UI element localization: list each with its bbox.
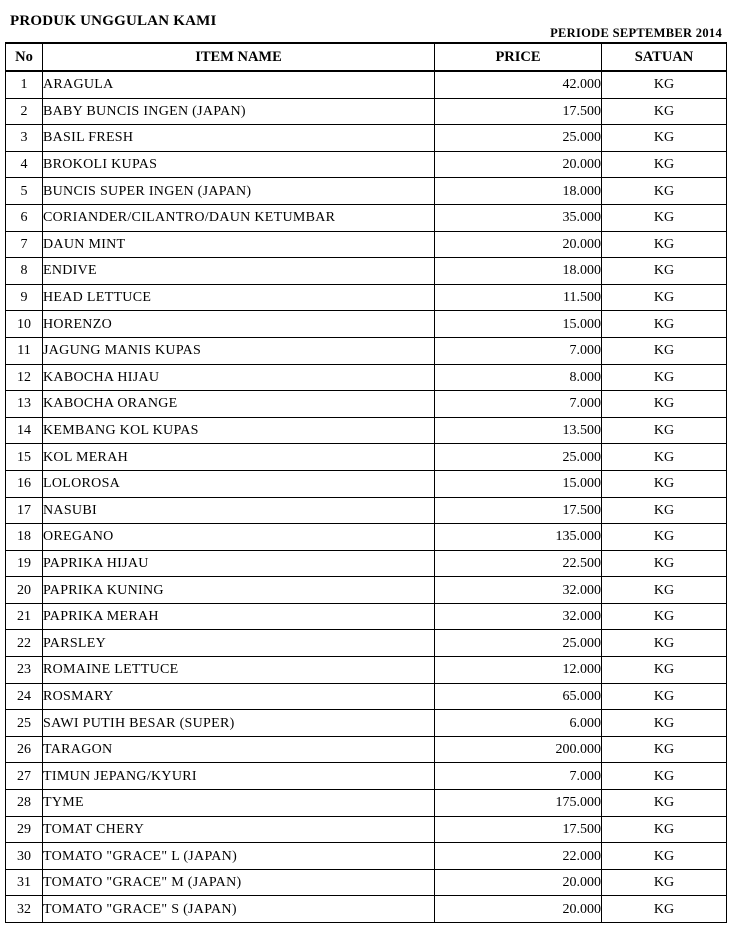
item-name: BABY BUNCIS INGEN (JAPAN) (43, 98, 435, 125)
table-row (6, 763, 727, 790)
item-price: 18.000 (435, 178, 602, 205)
row-number: 28 (6, 790, 43, 817)
table-row (6, 311, 727, 338)
row-number: 12 (6, 364, 43, 391)
item-unit: KG (602, 497, 727, 524)
item-price: 32.000 (435, 577, 602, 604)
table-row (6, 710, 727, 737)
item-name: BUNCIS SUPER INGEN (JAPAN) (43, 178, 435, 205)
column-header-price: PRICE (435, 43, 602, 71)
item-price: 6.000 (435, 710, 602, 737)
item-price: 7.000 (435, 391, 602, 418)
item-price: 15.000 (435, 311, 602, 338)
item-unit: KG (602, 896, 727, 923)
page-title: PRODUK UNGGULAN KAMI (10, 13, 217, 29)
item-name: KABOCHA HIJAU (43, 364, 435, 391)
table-row (6, 337, 727, 364)
item-name: HEAD LETTUCE (43, 284, 435, 311)
item-price: 20.000 (435, 231, 602, 258)
row-number: 13 (6, 391, 43, 418)
table-row (6, 843, 727, 870)
item-unit: KG (602, 843, 727, 870)
item-price: 25.000 (435, 444, 602, 471)
row-number: 32 (6, 896, 43, 923)
table-row (6, 577, 727, 604)
table-row (6, 470, 727, 497)
table-row (6, 125, 727, 152)
item-name: TIMUN JEPANG/KYURI (43, 763, 435, 790)
item-price: 8.000 (435, 364, 602, 391)
item-name: TOMATO "GRACE" L (JAPAN) (43, 843, 435, 870)
item-price: 22.000 (435, 843, 602, 870)
item-price: 17.500 (435, 816, 602, 843)
row-number: 11 (6, 337, 43, 364)
item-name: HORENZO (43, 311, 435, 338)
table-row (6, 816, 727, 843)
row-number: 23 (6, 657, 43, 684)
column-header-unit: SATUAN (602, 43, 727, 71)
item-name: KABOCHA ORANGE (43, 391, 435, 418)
table-row (6, 657, 727, 684)
item-name: CORIANDER/CILANTRO/DAUN KETUMBAR (43, 204, 435, 231)
table-row (6, 550, 727, 577)
table-row (6, 391, 727, 418)
item-unit: KG (602, 550, 727, 577)
item-price: 200.000 (435, 736, 602, 763)
row-number: 29 (6, 816, 43, 843)
item-price: 65.000 (435, 683, 602, 710)
item-name: PAPRIKA KUNING (43, 577, 435, 604)
item-name: ARAGULA (43, 71, 435, 98)
item-price: 25.000 (435, 630, 602, 657)
item-unit: KG (602, 231, 727, 258)
row-number: 30 (6, 843, 43, 870)
row-number: 6 (6, 204, 43, 231)
table-row (6, 71, 727, 98)
column-header-no: No (6, 43, 43, 71)
item-name: JAGUNG MANIS KUPAS (43, 337, 435, 364)
item-unit: KG (602, 125, 727, 152)
item-name: TOMATO "GRACE" M (JAPAN) (43, 869, 435, 896)
table-row (6, 603, 727, 630)
row-number: 3 (6, 125, 43, 152)
item-unit: KG (602, 710, 727, 737)
row-number: 21 (6, 603, 43, 630)
item-price: 25.000 (435, 125, 602, 152)
item-name: SAWI PUTIH BESAR (SUPER) (43, 710, 435, 737)
item-unit: KG (602, 151, 727, 178)
item-name: BROKOLI KUPAS (43, 151, 435, 178)
table-row (6, 896, 727, 923)
item-name: ROSMARY (43, 683, 435, 710)
item-name: TOMAT CHERY (43, 816, 435, 843)
item-unit: KG (602, 444, 727, 471)
item-unit: KG (602, 683, 727, 710)
item-name: PAPRIKA HIJAU (43, 550, 435, 577)
row-number: 15 (6, 444, 43, 471)
table-row (6, 98, 727, 125)
item-unit: KG (602, 391, 727, 418)
item-name: BASIL FRESH (43, 125, 435, 152)
item-price: 42.000 (435, 71, 602, 98)
item-name: PARSLEY (43, 630, 435, 657)
item-name: TYME (43, 790, 435, 817)
item-unit: KG (602, 311, 727, 338)
item-name: ENDIVE (43, 258, 435, 285)
row-number: 27 (6, 763, 43, 790)
row-number: 26 (6, 736, 43, 763)
table-row (6, 231, 727, 258)
item-name: KOL MERAH (43, 444, 435, 471)
row-number: 22 (6, 630, 43, 657)
row-number: 1 (6, 71, 43, 98)
item-price: 35.000 (435, 204, 602, 231)
row-number: 24 (6, 683, 43, 710)
item-name: TARAGON (43, 736, 435, 763)
column-header-item-name: ITEM NAME (43, 43, 435, 71)
table-row (6, 417, 727, 444)
item-unit: KG (602, 869, 727, 896)
row-number: 4 (6, 151, 43, 178)
item-name: TOMATO "GRACE" S (JAPAN) (43, 896, 435, 923)
item-unit: KG (602, 178, 727, 205)
item-unit: KG (602, 577, 727, 604)
item-unit: KG (602, 790, 727, 817)
table-row (6, 444, 727, 471)
row-number: 16 (6, 470, 43, 497)
item-price: 11.500 (435, 284, 602, 311)
item-unit: KG (602, 337, 727, 364)
table-row (6, 869, 727, 896)
item-price: 32.000 (435, 603, 602, 630)
table-header (6, 43, 727, 71)
item-unit: KG (602, 71, 727, 98)
item-name: DAUN MINT (43, 231, 435, 258)
item-price: 20.000 (435, 869, 602, 896)
item-price: 7.000 (435, 337, 602, 364)
item-name: ROMAINE LETTUCE (43, 657, 435, 684)
table-row (6, 790, 727, 817)
item-price: 20.000 (435, 151, 602, 178)
item-price: 13.500 (435, 417, 602, 444)
item-unit: KG (602, 524, 727, 551)
table-row (6, 258, 727, 285)
period-label: PERIODE SEPTEMBER 2014 (550, 26, 722, 40)
row-number: 20 (6, 577, 43, 604)
table-row (6, 683, 727, 710)
item-price: 22.500 (435, 550, 602, 577)
table-row (6, 284, 727, 311)
row-number: 8 (6, 258, 43, 285)
table-row (6, 178, 727, 205)
item-unit: KG (602, 258, 727, 285)
item-name: PAPRIKA MERAH (43, 603, 435, 630)
item-name: KEMBANG KOL KUPAS (43, 417, 435, 444)
table-row (6, 736, 727, 763)
item-price: 15.000 (435, 470, 602, 497)
row-number: 7 (6, 231, 43, 258)
item-price: 17.500 (435, 98, 602, 125)
item-unit: KG (602, 204, 727, 231)
row-number: 19 (6, 550, 43, 577)
item-unit: KG (602, 417, 727, 444)
item-price: 12.000 (435, 657, 602, 684)
item-unit: KG (602, 470, 727, 497)
row-number: 31 (6, 869, 43, 896)
item-unit: KG (602, 284, 727, 311)
item-price: 17.500 (435, 497, 602, 524)
item-name: LOLOROSA (43, 470, 435, 497)
item-unit: KG (602, 763, 727, 790)
row-number: 2 (6, 98, 43, 125)
row-number: 5 (6, 178, 43, 205)
table-header-row (6, 43, 727, 71)
table-row (6, 630, 727, 657)
table-row (6, 151, 727, 178)
table-row (6, 524, 727, 551)
item-price: 175.000 (435, 790, 602, 817)
item-unit: KG (602, 364, 727, 391)
row-number: 9 (6, 284, 43, 311)
item-price: 135.000 (435, 524, 602, 551)
row-number: 25 (6, 710, 43, 737)
item-unit: KG (602, 630, 727, 657)
item-unit: KG (602, 816, 727, 843)
row-number: 17 (6, 497, 43, 524)
item-unit: KG (602, 98, 727, 125)
row-number: 14 (6, 417, 43, 444)
row-number: 10 (6, 311, 43, 338)
row-number: 18 (6, 524, 43, 551)
item-name: NASUBI (43, 497, 435, 524)
item-unit: KG (602, 603, 727, 630)
product-price-table (5, 42, 727, 923)
table-row (6, 364, 727, 391)
table-row (6, 204, 727, 231)
item-unit: KG (602, 736, 727, 763)
table-row (6, 497, 727, 524)
table-body (6, 71, 727, 923)
item-unit: KG (602, 657, 727, 684)
item-price: 20.000 (435, 896, 602, 923)
item-price: 18.000 (435, 258, 602, 285)
item-price: 7.000 (435, 763, 602, 790)
item-name: OREGANO (43, 524, 435, 551)
